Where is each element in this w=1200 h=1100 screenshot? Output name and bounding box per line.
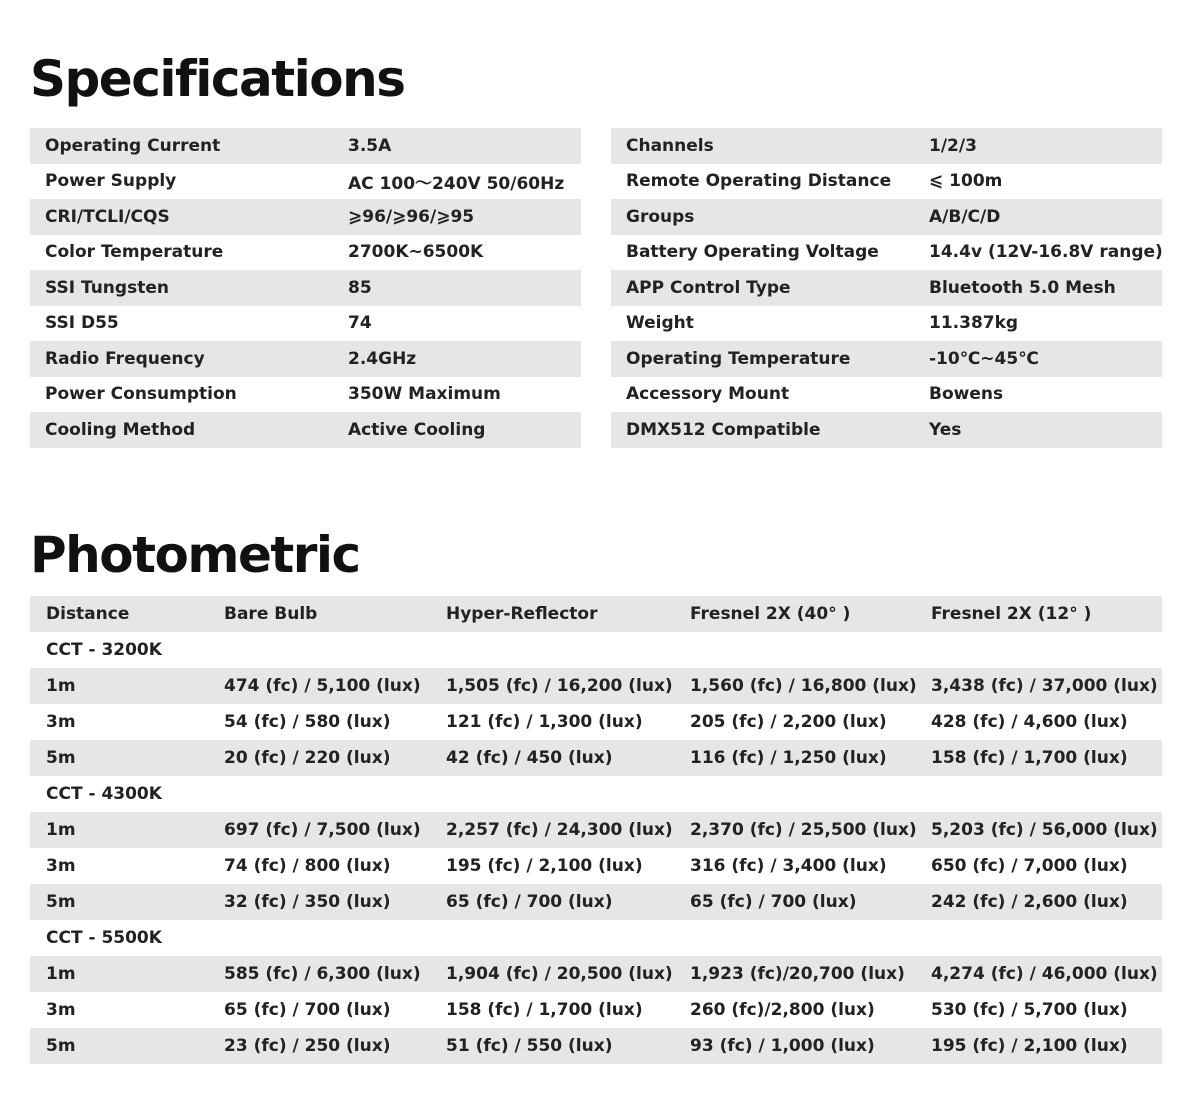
distance-cell: 1m [46,964,76,984]
spec-label: Radio Frequency [45,348,205,369]
value-cell: 195 (fc) / 2,100 (lux) [446,856,643,876]
value-cell: 93 (fc) / 1,000 (lux) [690,1036,875,1056]
value-cell: 585 (fc) / 6,300 (lux) [224,964,421,984]
spec-row [611,235,1162,271]
spec-label: SSI D55 [45,313,119,334]
spec-value: 3.5A [348,135,392,156]
spec-row [611,270,1162,306]
spec-value: 1/2/3 [929,135,977,156]
spec-row [611,164,1162,200]
value-cell: 474 (fc) / 5,100 (lux) [224,676,421,696]
spec-value: 2.4GHz [348,348,417,369]
value-cell: 1,560 (fc) / 16,800 (lux) [690,676,917,696]
group-row [30,920,1162,956]
value-cell: 158 (fc) / 1,700 (lux) [446,1000,643,1020]
spec-row [611,306,1162,342]
spec-table-right [611,128,1162,448]
spec-label: Power Consumption [45,384,237,405]
spec-value: Active Cooling [348,419,486,440]
spec-row [30,235,581,271]
value-cell: 260 (fc)/2,800 (lux) [690,1000,875,1020]
spec-label: Cooling Method [45,419,196,440]
spec-row [611,412,1162,448]
distance-cell: 1m [46,820,76,840]
spec-label: Channels [626,135,714,156]
value-cell: 4,274 (fc) / 46,000 (lux) [931,964,1158,984]
value-cell: 54 (fc) / 580 (lux) [224,712,391,732]
spec-row [611,128,1162,164]
spec-label: Accessory Mount [626,384,790,405]
spec-label: APP Control Type [626,277,791,298]
spec-row [30,128,581,164]
group-row [30,632,1162,668]
spec-value: -10℃~45℃ [929,348,1039,369]
spec-value: 74 [348,313,372,334]
spec-row [611,341,1162,377]
value-cell: 530 (fc) / 5,700 (lux) [931,1000,1128,1020]
value-cell: 116 (fc) / 1,250 (lux) [690,748,887,768]
table-row [30,812,1162,848]
value-cell: 242 (fc) / 2,600 (lux) [931,892,1128,912]
distance-cell: 3m [46,856,76,876]
photometric-table [30,596,1162,1064]
value-cell: 697 (fc) / 7,500 (lux) [224,820,421,840]
spec-value: 14.4v (12V-16.8V range) [929,242,1163,263]
value-cell: 51 (fc) / 550 (lux) [446,1036,613,1056]
value-cell: 205 (fc) / 2,200 (lux) [690,712,887,732]
spec-value: Bluetooth 5.0 Mesh [929,277,1116,298]
photometric-title: Photometric [30,526,360,584]
spec-value: 85 [348,277,372,298]
table-row [30,992,1162,1028]
value-cell: 20 (fc) / 220 (lux) [224,748,391,768]
distance-cell: 3m [46,1000,76,1020]
distance-cell: 3m [46,712,76,732]
value-cell: 32 (fc) / 350 (lux) [224,892,391,912]
value-cell: 2,370 (fc) / 25,500 (lux) [690,820,917,840]
spec-row [611,377,1162,413]
value-cell: 65 (fc) / 700 (lux) [446,892,613,912]
spec-label: Groups [626,206,695,227]
value-cell: 23 (fc) / 250 (lux) [224,1036,391,1056]
cct-group-label: CCT - 4300K [46,784,162,804]
spec-row [30,306,581,342]
spec-row [30,412,581,448]
distance-cell: 5m [46,892,76,912]
table-row [30,848,1162,884]
spec-label: Color Temperature [45,242,224,263]
cct-group-label: CCT - 5500K [46,928,162,948]
value-cell: 2,257 (fc) / 24,300 (lux) [446,820,673,840]
distance-cell: 1m [46,676,76,696]
spec-label: DMX512 Compatible [626,419,821,440]
spec-label: Remote Operating Distance [626,171,892,192]
value-cell: 65 (fc) / 700 (lux) [224,1000,391,1020]
spec-row [30,270,581,306]
value-cell: 74 (fc) / 800 (lux) [224,856,391,876]
value-cell: 3,438 (fc) / 37,000 (lux) [931,676,1158,696]
value-cell: 65 (fc) / 700 (lux) [690,892,857,912]
table-row [30,704,1162,740]
value-cell: 1,904 (fc) / 20,500 (lux) [446,964,673,984]
spec-label: Power Supply [45,171,177,192]
value-cell: 1,923 (fc)/20,700 (lux) [690,964,905,984]
spec-value: 2700K~6500K [348,242,484,263]
value-cell: 316 (fc) / 3,400 (lux) [690,856,887,876]
spec-label: CRI/TCLI/CQS [45,206,170,227]
spec-value: A/B/C/D [929,206,1001,227]
spec-row [30,199,581,235]
spec-row [30,377,581,413]
value-cell: 5,203 (fc) / 56,000 (lux) [931,820,1158,840]
value-cell: 195 (fc) / 2,100 (lux) [931,1036,1128,1056]
distance-cell: 5m [46,1036,76,1056]
value-cell: 121 (fc) / 1,300 (lux) [446,712,643,732]
column-header: Distance [46,604,130,624]
column-header: Fresnel 2X (12° ) [931,604,1092,624]
spec-value: Bowens [929,384,1004,405]
spec-label: Battery Operating Voltage [626,242,879,263]
column-header: Hyper-Reflector [446,604,598,624]
specifications-title: Specifications [30,50,405,108]
value-cell: 428 (fc) / 4,600 (lux) [931,712,1128,732]
spec-value: AC 100～240V 50/60Hz [348,173,565,194]
spec-row [30,341,581,377]
cct-group-label: CCT - 3200K [46,640,162,660]
value-cell: 650 (fc) / 7,000 (lux) [931,856,1128,876]
table-row [30,1028,1162,1064]
spec-label: Weight [626,313,694,334]
spec-value: ⩾96/⩾96/⩾95 [348,206,475,227]
distance-cell: 5m [46,748,76,768]
value-cell: 42 (fc) / 450 (lux) [446,748,613,768]
spec-row [611,199,1162,235]
spec-label: SSI Tungsten [45,277,169,298]
column-header: Fresnel 2X (40° ) [690,604,851,624]
spec-value: 350W Maximum [348,384,501,405]
spec-value: Yes [929,419,962,440]
spec-row [30,164,581,200]
spec-value: ⩽ 100m [929,171,1003,192]
table-row [30,884,1162,920]
photometric-header-row [30,596,1162,632]
group-row [30,776,1162,812]
spec-label: Operating Current [45,135,221,156]
value-cell: 1,505 (fc) / 16,200 (lux) [446,676,673,696]
table-row [30,956,1162,992]
spec-value: 11.387kg [929,313,1019,334]
value-cell: 158 (fc) / 1,700 (lux) [931,748,1128,768]
spec-label: Operating Temperature [626,348,851,369]
table-row [30,668,1162,704]
table-row [30,740,1162,776]
column-header: Bare Bulb [224,604,318,624]
spec-table-left [30,128,581,448]
